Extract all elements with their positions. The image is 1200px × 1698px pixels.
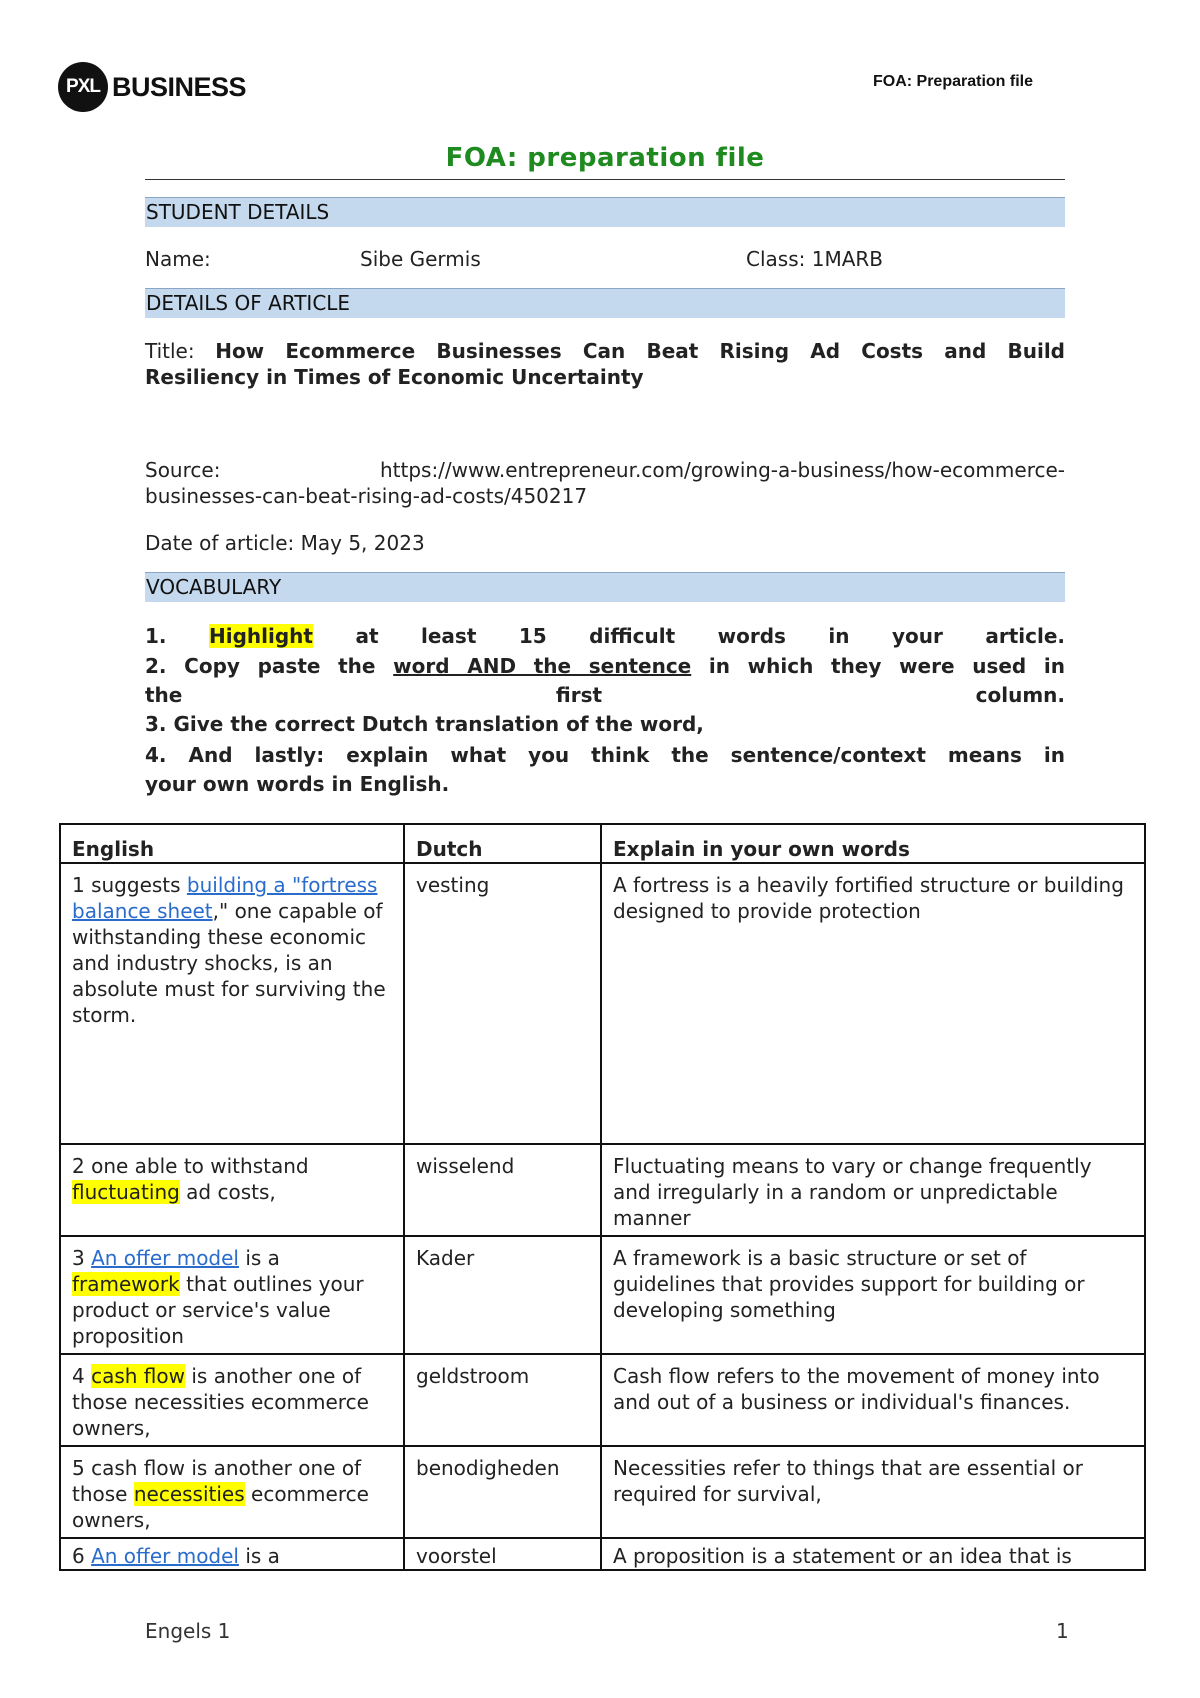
instruction-1-number: 1. — [145, 624, 167, 648]
table-header-row — [60, 824, 1145, 863]
article-link[interactable]: An offer model — [91, 1246, 239, 1270]
instruction-2-line-2: the first column. — [145, 683, 1065, 707]
table-row — [60, 863, 1145, 1144]
vocabulary-table — [59, 823, 1146, 1571]
article-link[interactable]: building a "fortress balance sheet — [72, 873, 378, 923]
article-title-line-1 — [145, 338, 1065, 364]
article-title-label: Title: — [145, 339, 195, 363]
english-text: is a — [245, 1544, 280, 1568]
table-row — [60, 1354, 1145, 1446]
table-row — [60, 1538, 1145, 1570]
english-cell — [60, 1446, 404, 1538]
highlighted-word: framework — [72, 1272, 180, 1296]
english-text: 6 — [72, 1544, 85, 1568]
english-cell — [60, 863, 404, 1144]
article-details-heading: DETAILS OF ARTICLE — [145, 288, 1065, 318]
explain-cell: A framework is a basic structure or set of guidelines that provides support for building or developing something — [601, 1236, 1145, 1354]
english-text: 2 one able to withstand — [72, 1154, 309, 1178]
header-dutch: Dutch — [404, 824, 601, 863]
instruction-4-line-2: your own words in English. — [145, 772, 450, 796]
english-text: 5 cash flow is another one of those — [72, 1456, 362, 1506]
dutch-cell: benodigheden — [404, 1446, 601, 1538]
title-divider — [145, 179, 1065, 180]
instruction-2 — [145, 652, 1065, 680]
explain-cell: Cash flow refers to the movement of money into and out of a business or individual's finances. — [601, 1354, 1145, 1446]
english-cell — [60, 1236, 404, 1354]
article-title-text: How Ecommerce Businesses Can Beat Rising Ad Costs and Build — [215, 339, 1066, 363]
page-number: 1 — [1056, 1619, 1069, 1643]
instruction-2-underlined: word AND the sentence — [393, 654, 692, 678]
instruction-1-text: at least 15 difficult words in your article. — [355, 624, 1065, 648]
header-english: English — [60, 824, 404, 863]
article-title-line-2: Resiliency in Times of Economic Uncertainty — [145, 365, 644, 389]
dutch-cell: voorstel — [404, 1538, 601, 1570]
english-cell — [60, 1144, 404, 1236]
highlighted-word: fluctuating — [72, 1180, 180, 1204]
student-details-heading: STUDENT DETAILS — [145, 197, 1065, 227]
table-row — [60, 1236, 1145, 1354]
instruction-1 — [145, 622, 1065, 650]
dutch-cell: Kader — [404, 1236, 601, 1354]
english-text: is another one of those necessities ecommerce owners, — [72, 1364, 369, 1440]
instruction-4: 4. And lastly: explain what you think the sentence/context means in — [145, 743, 1065, 767]
article-link[interactable]: An offer model — [91, 1544, 239, 1568]
english-cell — [60, 1538, 404, 1570]
highlighted-word: necessities — [133, 1482, 245, 1506]
english-cell — [60, 1354, 404, 1446]
highlighted-word: cash flow — [91, 1364, 185, 1388]
name-value: Sibe Germis — [360, 247, 481, 271]
page-title: FOA: preparation file — [445, 143, 765, 173]
english-text: 4 — [72, 1364, 85, 1388]
source-label: Source: — [145, 458, 221, 482]
header-explain: Explain in your own words — [601, 824, 1145, 863]
english-text: ," one capable of withstanding these economic and industry shocks, is an absolute must for surviving the storm. — [72, 899, 386, 1027]
explain-cell: A proposition is a statement or an idea that is — [601, 1538, 1145, 1570]
instruction-2-text-a: 2. Copy paste the — [145, 654, 376, 678]
source-url-line-1: https://www.entrepreneur.com/growing-a-business/how-ecommerce- — [379, 458, 1065, 482]
explain-cell: A fortress is a heavily fortified structure or building designed to provide protection — [601, 863, 1145, 1144]
source-url-line-2: businesses-can-beat-rising-ad-costs/450217 — [145, 484, 588, 508]
name-label: Name: — [145, 247, 211, 271]
footer-course: Engels 1 — [145, 1619, 231, 1643]
explain-cell: Necessities refer to things that are essential or required for survival, — [601, 1446, 1145, 1538]
english-text: is a — [245, 1246, 280, 1270]
english-text: that outlines your product or service's value proposition — [72, 1272, 364, 1348]
english-text: 1 suggests — [72, 873, 181, 897]
english-text: ecommerce owners, — [72, 1482, 369, 1532]
explain-cell: Fluctuating means to vary or change frequently and irregularly in a random or unpredictable manner — [601, 1144, 1145, 1236]
instruction-3: 3. Give the correct Dutch translation of the word, — [145, 712, 704, 736]
dutch-cell: wisselend — [404, 1144, 601, 1236]
instruction-1-highlight: Highlight — [209, 624, 313, 648]
instruction-2-text-b: in which they were used in — [708, 654, 1065, 678]
table-row — [60, 1446, 1145, 1538]
dutch-cell: vesting — [404, 863, 601, 1144]
class-value: Class: 1MARB — [746, 247, 883, 271]
logo-badge: PXL — [58, 62, 108, 112]
english-text: 3 — [72, 1246, 85, 1270]
table-row — [60, 1144, 1145, 1236]
logo-text: BUSINESS — [112, 71, 247, 102]
dutch-cell: geldstroom — [404, 1354, 601, 1446]
article-date: Date of article: May 5, 2023 — [145, 531, 425, 555]
header-doc-label: FOA: Preparation file — [872, 73, 1033, 90]
vocabulary-heading: VOCABULARY — [145, 572, 1065, 602]
english-text: ad costs, — [186, 1180, 276, 1204]
pxl-business-logo — [58, 62, 246, 112]
